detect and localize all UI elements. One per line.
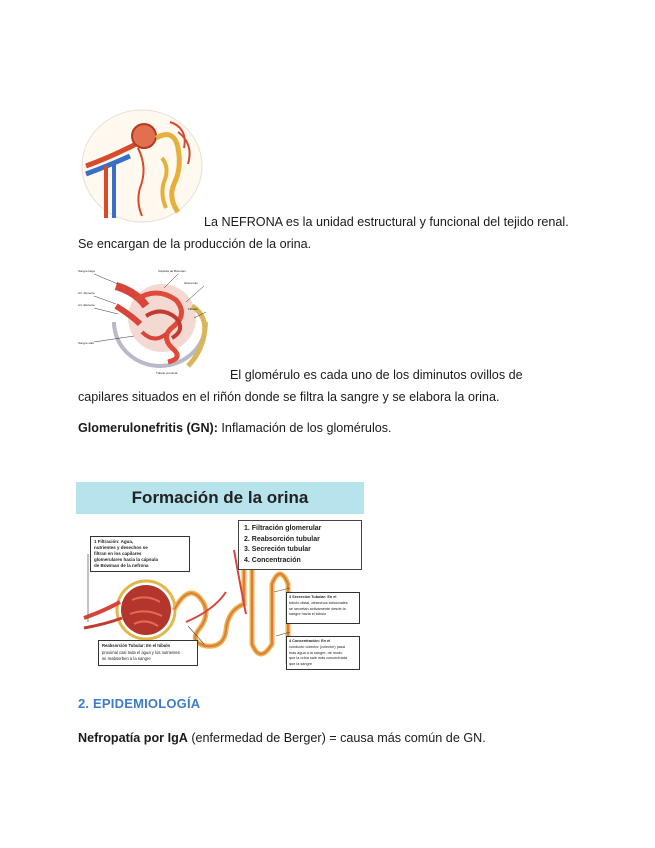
box-secrecion-line: túbulo distal, desechos adicionales xyxy=(289,600,348,605)
nefrona-text-line2: Se encargan de la producción de la orina. xyxy=(78,237,312,251)
box-concentracion-line: que la orina sale más concentrada xyxy=(289,656,348,661)
box-filtracion-line: filtran en los capilares xyxy=(94,551,142,556)
box-concentracion xyxy=(286,636,360,670)
step-4: 4. Concentración xyxy=(244,556,301,564)
box-filtracion-line: glomerulares hacia la cápsula xyxy=(94,557,159,562)
svg-text:Art. Aferente: Art. Aferente xyxy=(78,291,95,295)
glomerulo-text-line2: capilares situados en el riñón donde se filtra la sangre y se elabora la orina. xyxy=(78,390,500,404)
svg-text:Sangre llega: Sangre llega xyxy=(78,269,95,273)
box-concentracion-line: que la sangre xyxy=(289,662,313,667)
svg-text:Glomérulo: Glomérulo xyxy=(184,281,198,285)
diagram-title: Formación de la orina xyxy=(76,482,364,514)
gn-term: Glomerulonefritis (GN): xyxy=(78,421,218,435)
box-secrecion-line: sangre hacia el túbulo xyxy=(289,612,327,617)
glomerulo-text-line1: El glomérulo es cada uno de los diminutos ovillos de xyxy=(230,368,523,382)
box-filtracion xyxy=(90,536,190,572)
box-reabsorcion-line: se reabsorben a la sangre xyxy=(102,656,151,661)
svg-text:Túbulo proximal: Túbulo proximal xyxy=(156,371,178,375)
box-concentracion-line: 4 Concentración: En el xyxy=(289,639,331,643)
section-heading: 2. EPIDEMIOLOGÍA xyxy=(78,696,201,711)
box-steps xyxy=(238,520,362,570)
box-secrecion-line: 3 Secreción Tubular: En el xyxy=(289,595,337,599)
iga-text: (enfermedad de Berger) = causa más común de GN. xyxy=(187,731,486,745)
box-reabsorcion xyxy=(98,640,198,666)
step-1: 1. Filtración glomerular xyxy=(244,525,322,532)
iga-term: Nefropatía por IgA xyxy=(78,731,188,745)
svg-text:Cápsula de Bowman: Cápsula de Bowman xyxy=(158,269,186,273)
box-filtracion-line: de Bowman de la nefrona xyxy=(94,563,149,568)
step-3: 3. Secreción tubular xyxy=(244,546,311,553)
step-2: 2. Reabsorción tubular xyxy=(244,535,320,543)
nephron-illustration xyxy=(78,108,204,226)
box-secrecion-line: se secretan activamente desde la xyxy=(289,606,346,611)
gn-definition-text: Inflamación de los glomérulos. xyxy=(217,421,392,435)
box-filtracion-line: nutrientes y desechos se xyxy=(94,545,148,550)
glomerulus-illustration xyxy=(76,266,226,380)
iga-paragraph xyxy=(78,730,486,746)
box-secrecion xyxy=(286,592,360,624)
nefrona-text-line1: La NEFRONA es la unidad estructural y funcional del tejido renal. xyxy=(204,215,569,229)
box-reabsorcion-line: proximal casi toda el agua y los nutrientes xyxy=(102,649,180,655)
svg-text:Art. Eferente: Art. Eferente xyxy=(78,303,95,307)
svg-text:Sangre sale: Sangre sale xyxy=(78,341,95,345)
box-reabsorcion-line: Reabsorción Tubular: En el túbulo xyxy=(102,643,171,648)
box-concentracion-line: más agua a la sangre, de modo xyxy=(289,650,343,655)
svg-text:Filtrado: Filtrado xyxy=(188,307,199,311)
urine-formation-diagram xyxy=(76,482,364,678)
gn-definition xyxy=(78,420,392,436)
box-filtracion-line: 1 Filtración: Agua, xyxy=(94,539,134,544)
box-concentracion-line: conducto colector (colector) pasa xyxy=(289,644,345,649)
